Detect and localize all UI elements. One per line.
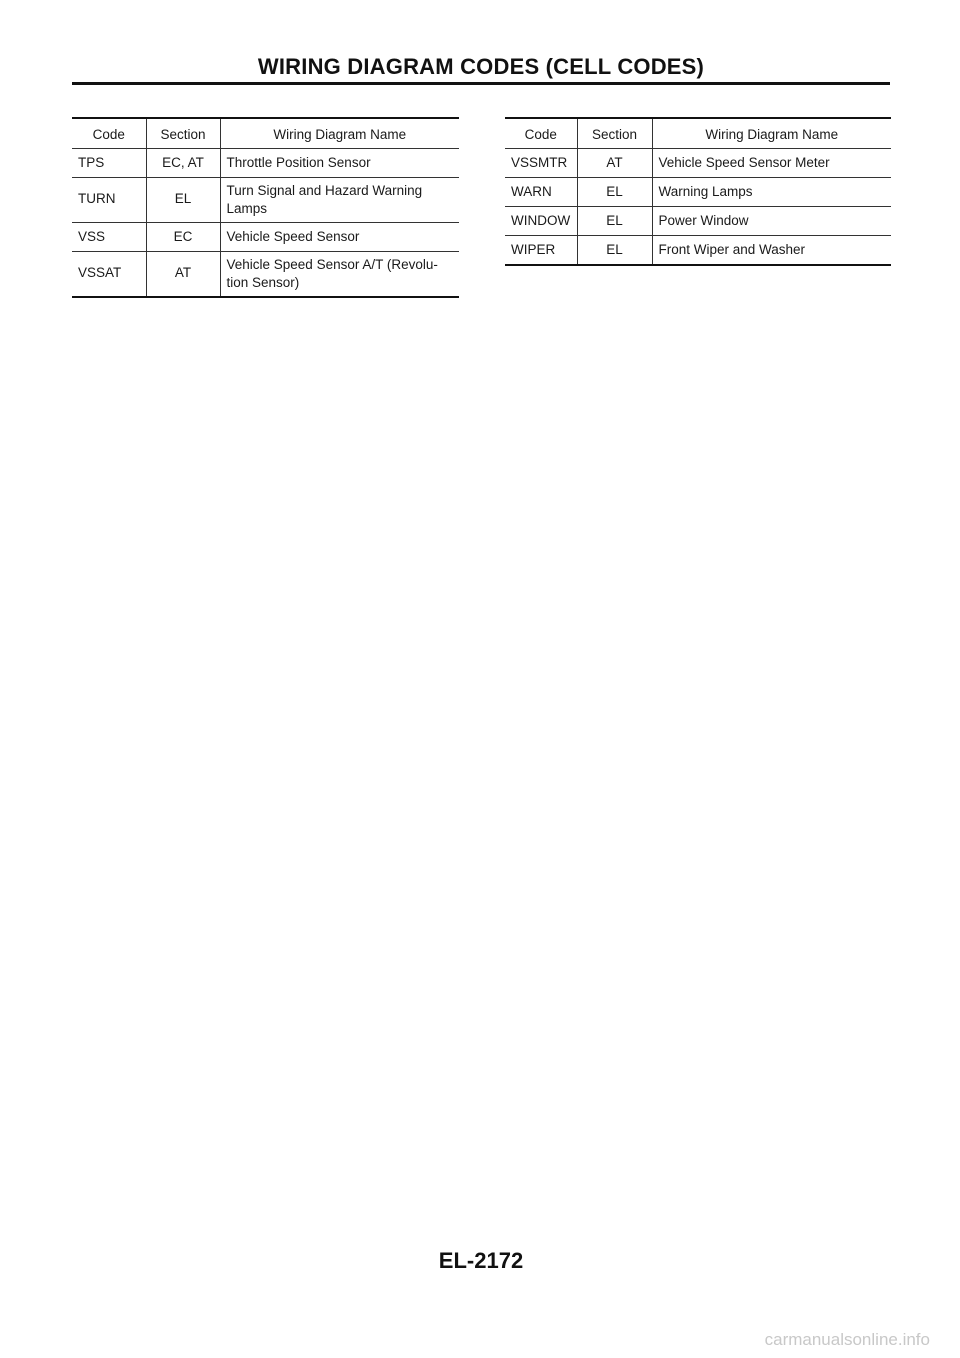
watermark: carmanualsonline.info <box>764 1330 930 1349</box>
page-title: WIRING DIAGRAM CODES (CELL CODES) <box>257 54 705 79</box>
section-cell: EC, AT <box>146 149 220 178</box>
column-header-code: Code <box>72 118 146 149</box>
section-cell: EL <box>577 178 652 207</box>
cell-codes-table-right <box>505 117 891 266</box>
table-row <box>72 149 459 178</box>
table-row <box>505 236 891 266</box>
section-cell: AT <box>146 252 220 298</box>
table-row <box>505 207 891 236</box>
diagram-name-line: Power Window <box>658 213 749 228</box>
column-header-code: Code <box>505 118 577 149</box>
diagram-name-cell <box>652 236 891 266</box>
table-row <box>72 223 459 252</box>
diagram-name-line: Warning Lamps <box>658 184 753 199</box>
diagram-name-line: Vehicle Speed Sensor A/T (Revolu- <box>226 257 438 272</box>
column-header-name: Wiring Diagram Name <box>220 118 459 149</box>
table-row <box>505 149 891 178</box>
section-cell: AT <box>577 149 652 178</box>
code-cell: WARN <box>505 178 577 207</box>
diagram-name-line: Vehicle Speed Sensor Meter <box>658 155 830 170</box>
header-divider <box>72 82 890 85</box>
column-header-name: Wiring Diagram Name <box>652 118 891 149</box>
table-row <box>72 252 459 298</box>
section-cell: EL <box>577 236 652 266</box>
code-cell: TPS <box>72 149 146 178</box>
diagram-name-cell <box>652 149 891 178</box>
diagram-name-cell <box>652 207 891 236</box>
table-row <box>505 178 891 207</box>
diagram-name-line: tion Sensor) <box>226 275 300 290</box>
code-cell: WIPER <box>505 236 577 266</box>
table-row <box>72 178 459 223</box>
diagram-name-cell <box>652 178 891 207</box>
diagram-name-line: Front Wiper and Washer <box>658 242 806 257</box>
cell-codes-table-left <box>72 117 459 298</box>
code-cell: TURN <box>72 178 146 223</box>
section-cell: EL <box>577 207 652 236</box>
diagram-name-line: Turn Signal and Hazard Warning <box>226 183 423 198</box>
code-cell: WINDOW <box>505 207 577 236</box>
page-number: EL-2172 <box>438 1248 524 1273</box>
code-cell: VSSAT <box>72 252 146 298</box>
diagram-name-cell <box>220 223 459 252</box>
diagram-name-cell <box>220 178 459 223</box>
code-cell: VSS <box>72 223 146 252</box>
diagram-name-cell <box>220 149 459 178</box>
diagram-name-cell <box>220 252 459 298</box>
diagram-name-line: Lamps <box>226 201 268 216</box>
code-cell: VSSMTR <box>505 149 577 178</box>
section-cell: EC <box>146 223 220 252</box>
section-cell: EL <box>146 178 220 223</box>
diagram-name-line: Vehicle Speed Sensor <box>226 229 360 244</box>
diagram-name-line: Throttle Position Sensor <box>226 155 371 170</box>
column-header-section: Section <box>577 118 652 149</box>
column-header-section: Section <box>146 118 220 149</box>
